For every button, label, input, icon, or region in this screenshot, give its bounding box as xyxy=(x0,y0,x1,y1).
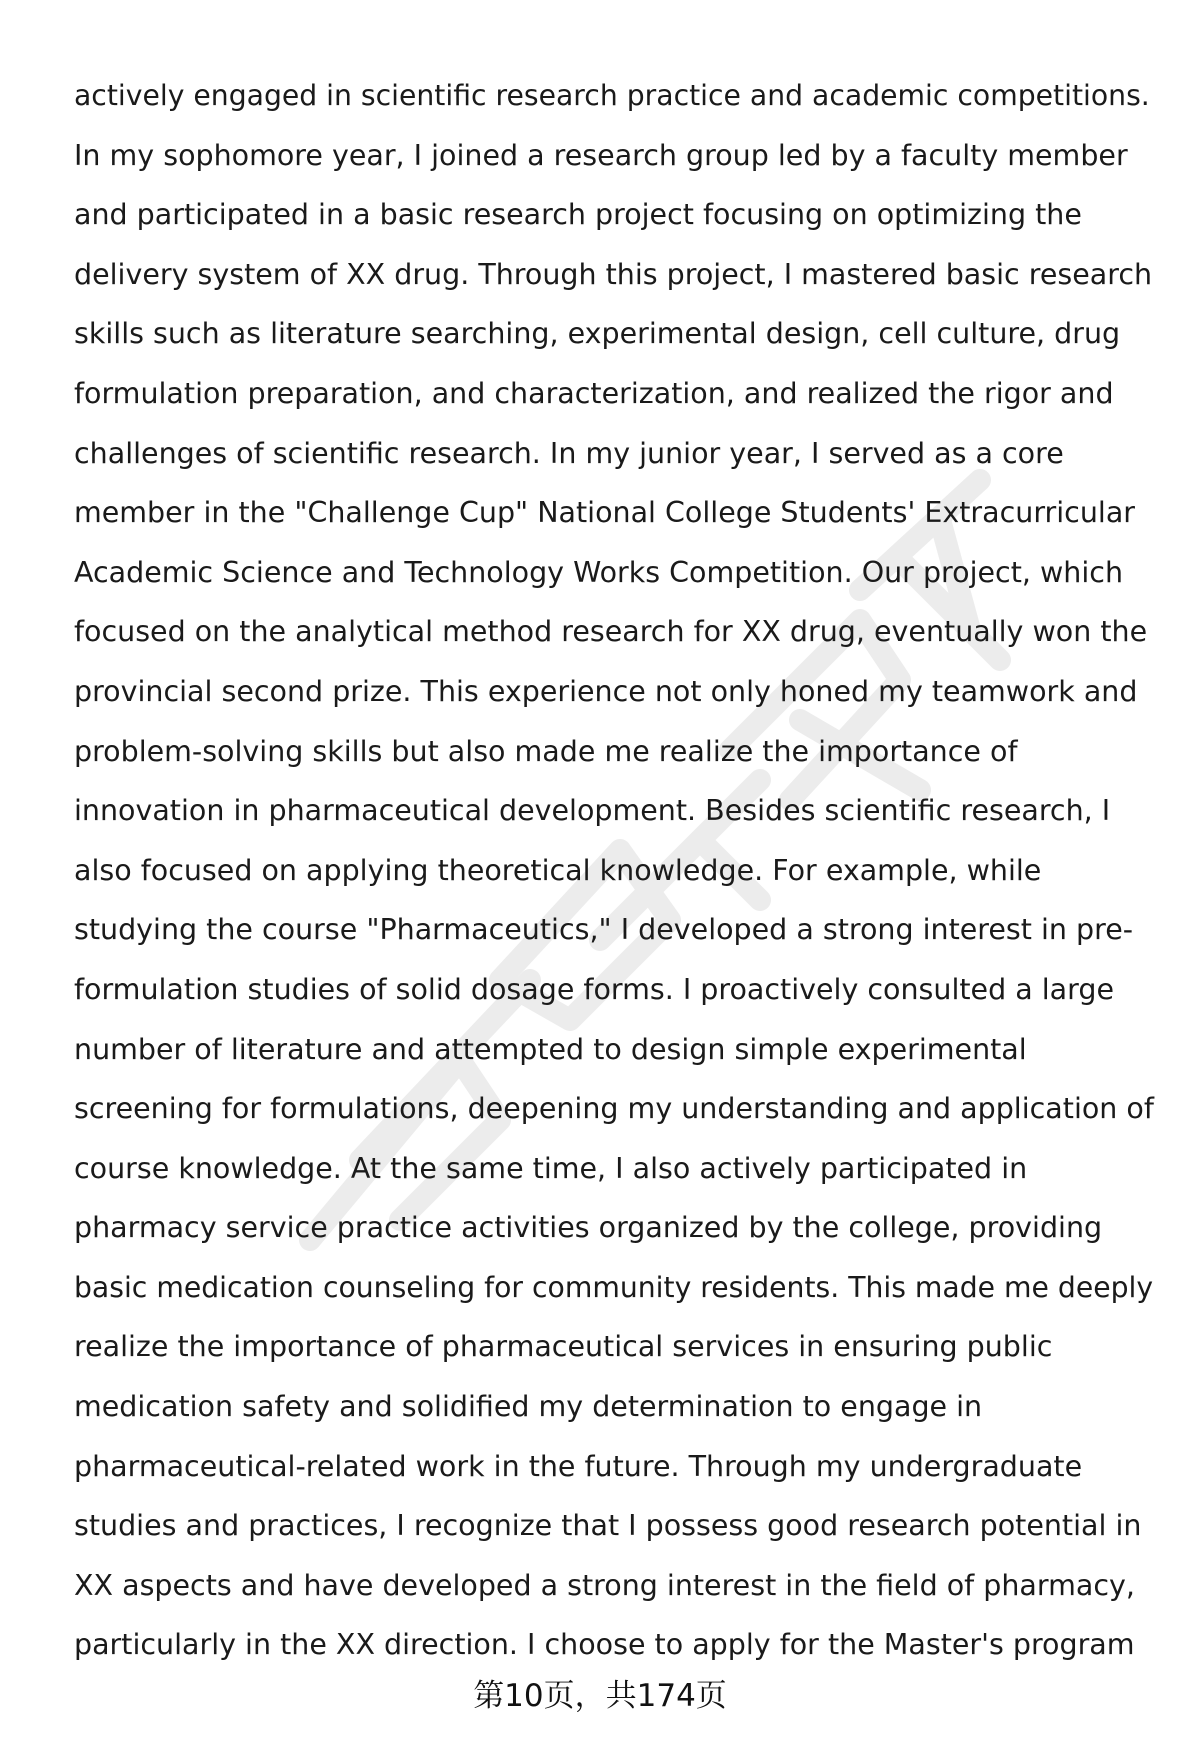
text-line: XX aspects and have developed a strong interest in the field of pharmacy, xyxy=(74,1568,1135,1602)
text-line: particularly in the XX direction. I choose to apply for the Master's program xyxy=(74,1628,1135,1662)
text-line: Academic Science and Technology Works Competition. Our project, which xyxy=(74,555,1124,589)
body-paragraph xyxy=(74,66,1154,1675)
text-line: formulation studies of solid dosage forms. I proactively consulted a large xyxy=(74,972,1114,1006)
text-line: challenges of scientific research. In my junior year, I served as a core xyxy=(74,436,1064,470)
text-line: and participated in a basic research project focusing on optimizing the xyxy=(74,198,1082,232)
text-line: delivery system of XX drug. Through this project, I mastered basic research xyxy=(74,257,1153,291)
text-line: screening for formulations, deepening my understanding and application of xyxy=(74,1092,1154,1126)
text-line: basic medication counseling for community residents. This made me deeply xyxy=(74,1270,1154,1304)
text-line: innovation in pharmaceutical development. Besides scientific research, I xyxy=(74,794,1111,828)
text-line: number of literature and attempted to design simple experimental xyxy=(74,1032,1027,1066)
text-line: medication safety and solidified my determination to engage in xyxy=(74,1390,983,1424)
page-number-footer: 第10页，共174页 xyxy=(473,1678,727,1714)
text-line: course knowledge. At the same time, I also actively participated in xyxy=(74,1151,1028,1185)
text-line: studying the course "Pharmaceutics," I developed a strong interest in pre- xyxy=(74,913,1134,947)
text-line: formulation preparation, and characterization, and realized the rigor and xyxy=(74,376,1114,410)
text-line: focused on the analytical method research for XX drug, eventually won the xyxy=(74,615,1148,649)
text-line: In my sophomore year, I joined a research group led by a faculty member xyxy=(74,138,1128,172)
text-line: realize the importance of pharmaceutical services in ensuring public xyxy=(74,1330,1053,1364)
text-line: pharmacy service practice activities organized by the college, providing xyxy=(74,1211,1103,1245)
text-line: studies and practices, I recognize that I possess good research potential in xyxy=(74,1509,1142,1543)
text-line: also focused on applying theoretical knowledge. For example, while xyxy=(74,853,1042,887)
text-line: member in the "Challenge Cup" National College Students' Extracurricular xyxy=(74,496,1135,530)
text-line: problem-solving skills but also made me realize the importance of xyxy=(74,734,1018,768)
text-line: provincial second prize. This experience not only honed my teamwork and xyxy=(74,674,1138,708)
text-line: pharmaceutical-related work in the future. Through my undergraduate xyxy=(74,1449,1083,1483)
text-line: skills such as literature searching, experimental design, cell culture, drug xyxy=(74,317,1121,351)
text-line: actively engaged in scientific research practice and academic competitions. xyxy=(74,79,1150,112)
